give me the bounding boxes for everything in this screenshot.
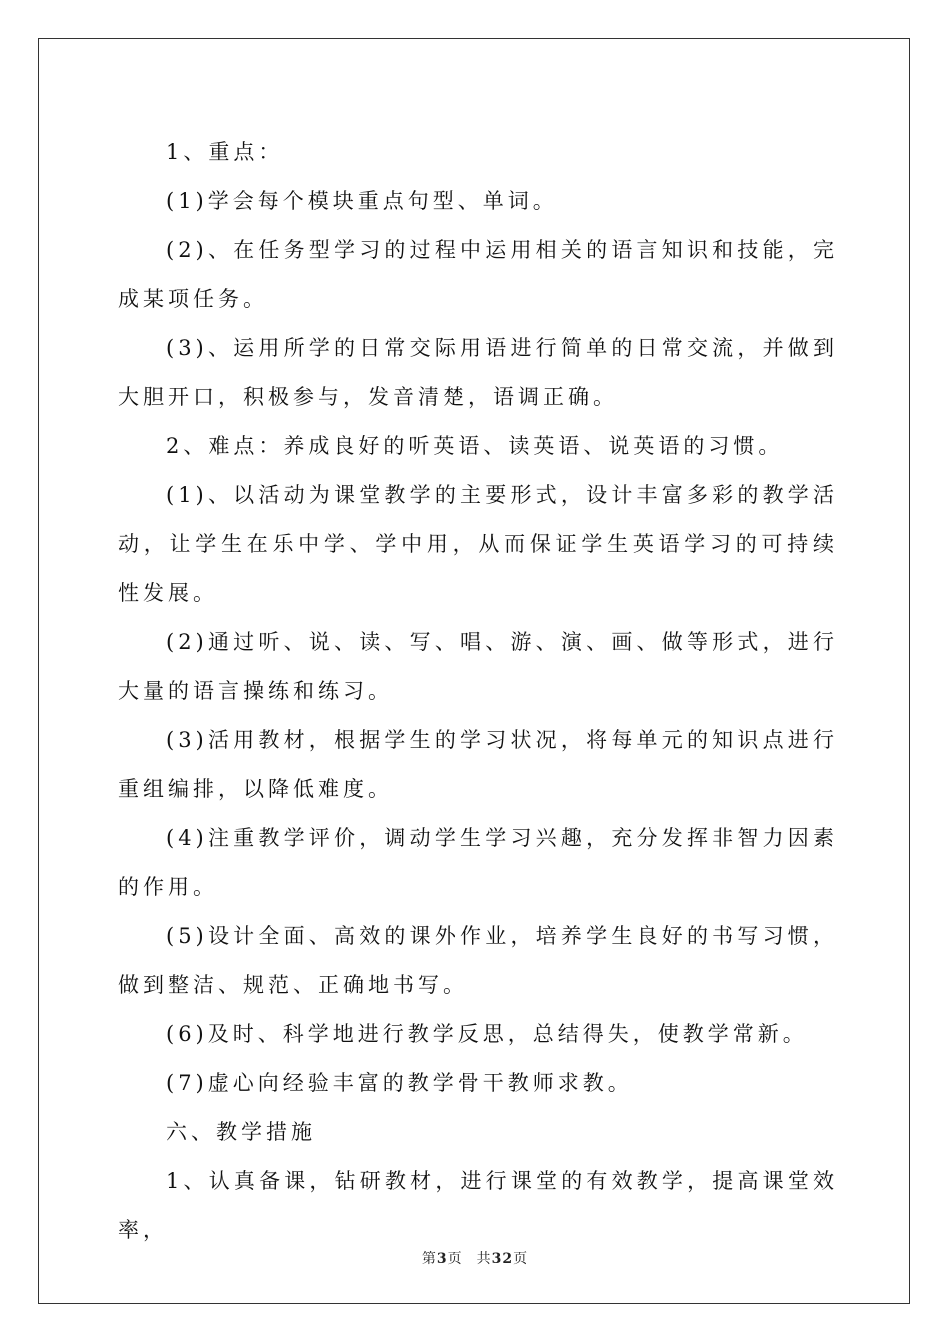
current-page-number: 3 [436,1251,448,1267]
paragraph-difficulty-7: (7)虚心向经验丰富的教学骨干教师求教。 [166,1071,633,1095]
paragraph-measure-1: 1、认真备课，钻研教材，进行课堂的有效教学，提高课堂效率， [118,1169,838,1242]
document-body [118,128,838,1255]
footer-total-prefix: 共 [476,1251,492,1267]
footer-page-word: 页 [447,1251,463,1267]
paragraph-difficulty-3: (3)活用教材，根据学生的学习状况，将每单元的知识点进行重组编排，以降低难度。 [118,728,838,801]
section-heading-teaching-measures: 六、教学措施 [166,1120,316,1144]
paragraph-key-points-heading: 1、重点： [166,140,284,164]
total-page-count: 32 [491,1251,514,1267]
paragraph-difficulty-6: (6)及时、科学地进行教学反思，总结得失，使教学常新。 [166,1022,808,1046]
paragraph-key-point-1: (1)学会每个模块重点句型、单词。 [166,189,558,213]
paragraph-difficulty-4: (4)注重教学评价，调动学生学习兴趣，充分发挥非智力因素的作用。 [118,826,838,899]
paragraph-difficulty-heading: 2、难点：养成良好的听英语、读英语、说英语的习惯。 [166,434,784,458]
paragraph-difficulty-5: (5)设计全面、高效的课外作业，培养学生良好的书写习惯，做到整洁、规范、正确地书写。 [118,924,838,997]
footer-prefix: 第 [421,1251,437,1267]
paragraph-difficulty-1: (1)、以活动为课堂教学的主要形式，设计丰富多彩的教学活动，让学生在乐中学、学中用，从而保证学生英语学习的可持续性发展。 [118,483,838,605]
footer-total-suffix: 页 [513,1251,529,1267]
paragraph-key-point-2: (2)、在任务型学习的过程中运用相关的语言知识和技能，完成某项任务。 [118,238,838,311]
paragraph-key-point-3: (3)、运用所学的日常交际用语进行简单的日常交流，并做到大胆开口，积极参与，发音清楚，语调正确。 [118,336,838,409]
page-footer [0,1248,950,1268]
paragraph-difficulty-2: (2)通过听、说、读、写、唱、游、演、画、做等形式，进行大量的语言操练和练习。 [118,630,838,703]
